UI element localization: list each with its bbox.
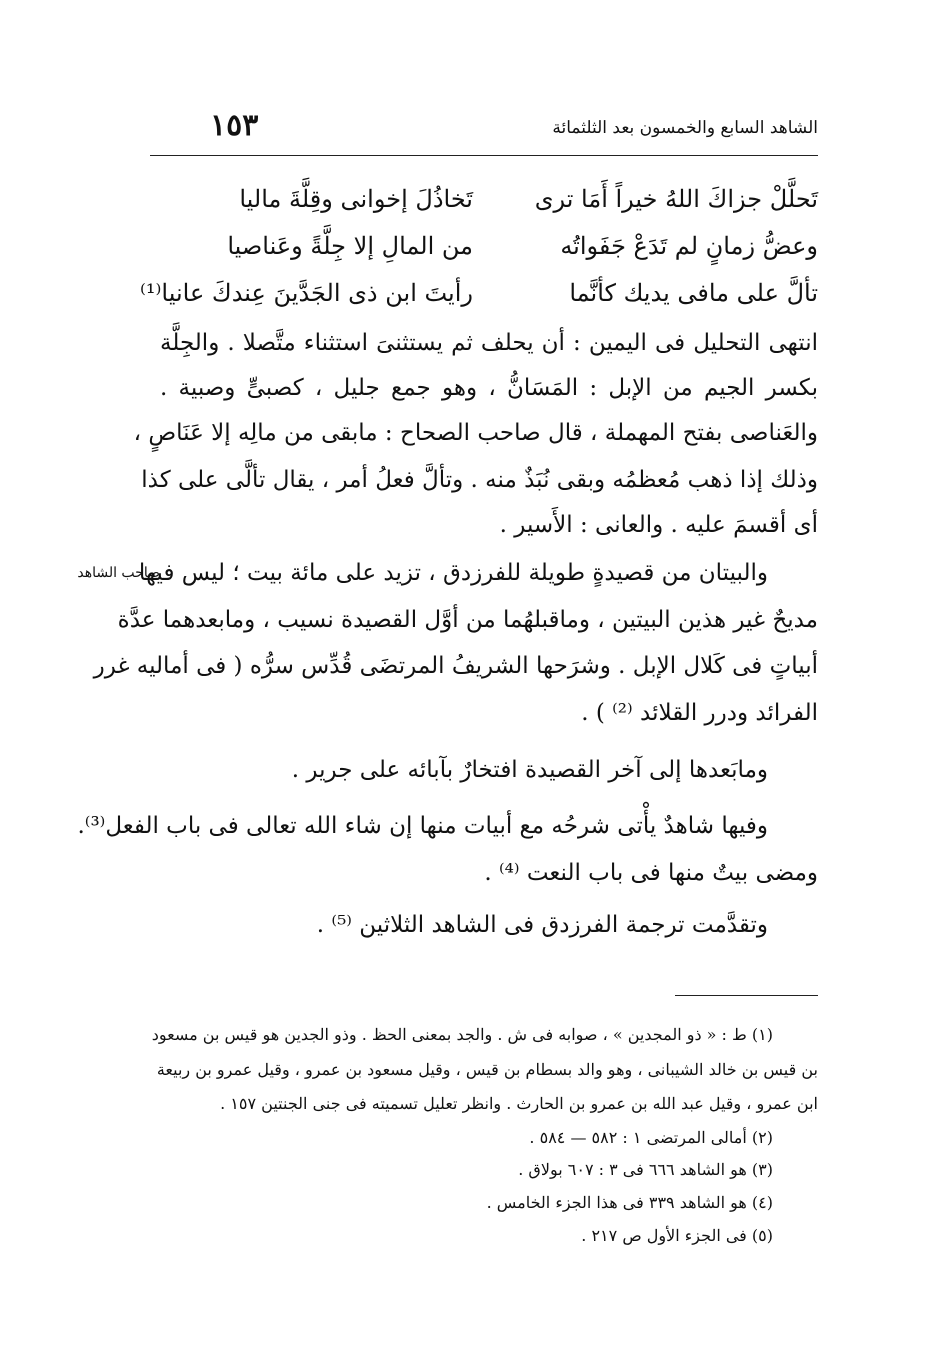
body-line: وفيها شاهدٌ يأْتى شرحُه مع أبيات منها إن شاء الله تعالى فى باب الفعل⁽³⁾.: [77, 813, 768, 839]
verse-line: [140, 279, 818, 319]
body-line: وذلك إذا ذهب مُعظمُه وبقى نُبَذٌ منه . وتألَّ فعلُ أمر ، يقال تألَّى على كذا: [141, 467, 818, 493]
verse-second-hemistich: من المالِ إلا جِلَّةً وعَناصيا: [227, 232, 473, 260]
body-line: وتقدَّمت ترجمة الفرزدق فى الشاهد الثلاثين ⁽⁵⁾ .: [316, 912, 768, 938]
body-line: الفرائد ودرر القلائد ⁽²⁾ ) .: [581, 700, 818, 726]
verse-first-hemistich: تَحلَّلْ جزاكَ اللهُ خيراً أَمَا ترى: [534, 185, 818, 213]
page-header: [150, 108, 818, 148]
margin-note: صاحب الشاهد: [77, 565, 160, 581]
footnote-line: (٣) هو الشاهد ٦٦٦ فى ٣ : ٦٠٧ بولاق .: [518, 1160, 773, 1179]
body-line: والبيتان من قصيدةٍ طويلة للفرزدق ، تزيد على مائة بيت ؛ ليس فيها: [138, 560, 768, 586]
footnote-rule: [675, 995, 818, 996]
body-line: ومابَعدها إلى آخر القصيدة افتخارٌ بآبائه على جرير .: [291, 757, 768, 783]
header-rule: [150, 155, 818, 156]
footnote-line: (٤) هو الشاهد ٣٣٩ فى هذا الجزء الخامس .: [486, 1193, 773, 1212]
verse-second-hemistich: تَخاذُلَ إخوانى وقِلَّةَ ماليا: [239, 185, 473, 213]
body-line: انتهى التحليل فى اليمين : أن يحلف ثم يستثنىَ استثناء متَّصلا . والجِلَّة: [160, 330, 818, 356]
body-line: مديحٌ غير هذين البيتين ، وماقبلهُما من أوَّل القصيدة نسيب ، ومابعدهما عدَّة: [117, 607, 818, 633]
footnote-line: (٥) فى الجزء الأول ص ٢١٧ .: [581, 1226, 773, 1245]
body-line: بكسر الجيم من الإبل : المَسَانُّ ، وهو جمع جليل ، كصبىٍّ وصبية .: [160, 375, 818, 401]
footnote-line: بن قيس بن خالد الشيبانى ، وهو والد بسطام بن قيس ، وقيل مسعود بن عمرو ، وقيل عمرو بن ربيعة: [156, 1060, 818, 1079]
body-line: والعَناصى بفتح المهملة ، قال صاحب الصحاح : مابقى من مالِه إلا عَنَاصٍ ،: [133, 420, 818, 446]
verse-first-hemistich: تألَّ على مافى يديك كأنَّما: [569, 279, 818, 307]
verse-line: [160, 185, 818, 225]
footnote-line: ابن عمرو ، وقيل عبد الله بن عمرو بن الحارث . وانظر تعليل تسميته فى جنى الجنتين ١٥٧ .: [220, 1094, 818, 1113]
body-line: أبياتٍ فى كَلال الإبل . وشرَحها الشريفُ المرتضَى قُدِّس سرُّه ( فى أماليه غرر: [93, 653, 818, 679]
body-line: ومضى بيتٌ منها فى باب النعت ⁽⁴⁾ .: [484, 860, 818, 886]
body-line: أى أقسمَ عليه . والعانى : الأَسير .: [499, 512, 818, 538]
verse-second-hemistich: رأيتَ ابن ذى الجَدَّينَ عِندكَ عانيا⁽¹⁾: [140, 279, 473, 307]
verse-first-hemistich: وعضُّ زمانٍ لم تَدَعْ جَفَواتُه: [560, 232, 818, 260]
running-head: الشاهد السابع والخمسون بعد الثلثمائة: [552, 118, 818, 138]
footnote-line: (١) ط : « ذو المجدين » ، صوابه فى ش . والجد بمعنى الحظ . وذو الجدين هو قيس بن مسعود: [151, 1025, 773, 1044]
page-number: ١٥٣: [210, 108, 259, 143]
footnote-line: (٢) أمالى المرتضى ١ : ٥٨٢ — ٥٨٤ .: [529, 1128, 773, 1147]
verse-line: [160, 232, 818, 272]
